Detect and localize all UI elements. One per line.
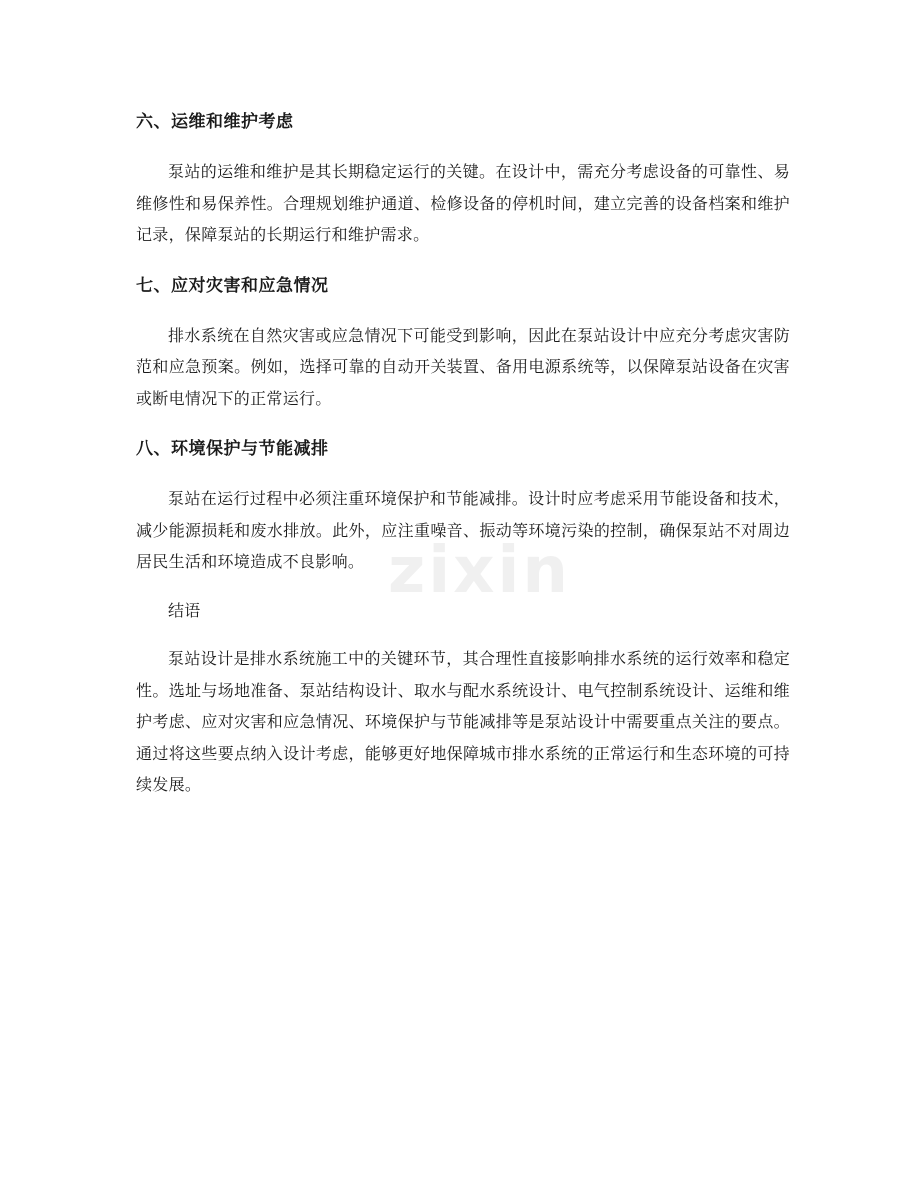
watermark: zixin (388, 534, 571, 608)
section-heading-7: 七、应对灾害和应急情况 (136, 275, 329, 296)
conclusion-label: 结语 (168, 600, 201, 620)
section-body-8: 泵站在运行过程中必须注重环境保护和节能减排。设计时应考虑采用节能设备和技术，减少能源损耗和废水排放。此外，应注重噪音、振动等环境污染的控制，确保泵站不对周边居民生活和环境造成不良影响。 (136, 489, 790, 571)
section-body-7: 排水系统在自然灾害或应急情况下可能受到影响，因此在泵站设计中应充分考虑灾害防范和应急预案。例如，选择可靠的自动开关装置、备用电源系统等，以保障泵站设备在灾害或断电情况下的正常运行。 (136, 325, 790, 408)
section-body-6: 泵站的运维和维护是其长期稳定运行的关键。在设计中，需充分考虑设备的可靠性、易维修性和易保养性。合理规划维护通道、检修设备的停机时间，建立完善的设备档案和维护记录，保障泵站的长期运行和维护需求。 (136, 162, 790, 244)
conclusion-body: 泵站设计是排水系统施工中的关键环节，其合理性直接影响排水系统的运行效率和稳定性。选址与场地准备、泵站结构设计、取水与配水系统设计、电气控制系统设计、运维和维护考虑、应对灾害和应急情况、环境保护与节能减排等是泵站设计中需要重点关注的要点。通过将这些要点纳入设计考虑，能够更好地保障城市排水系统的正常运行和生态环境的可持续发展。 (136, 649, 790, 794)
document-content (136, 104, 790, 818)
section-heading-8: 八、环境保护与节能减排 (136, 439, 329, 459)
section-heading-6: 六、运维和维护考虑 (136, 112, 294, 132)
